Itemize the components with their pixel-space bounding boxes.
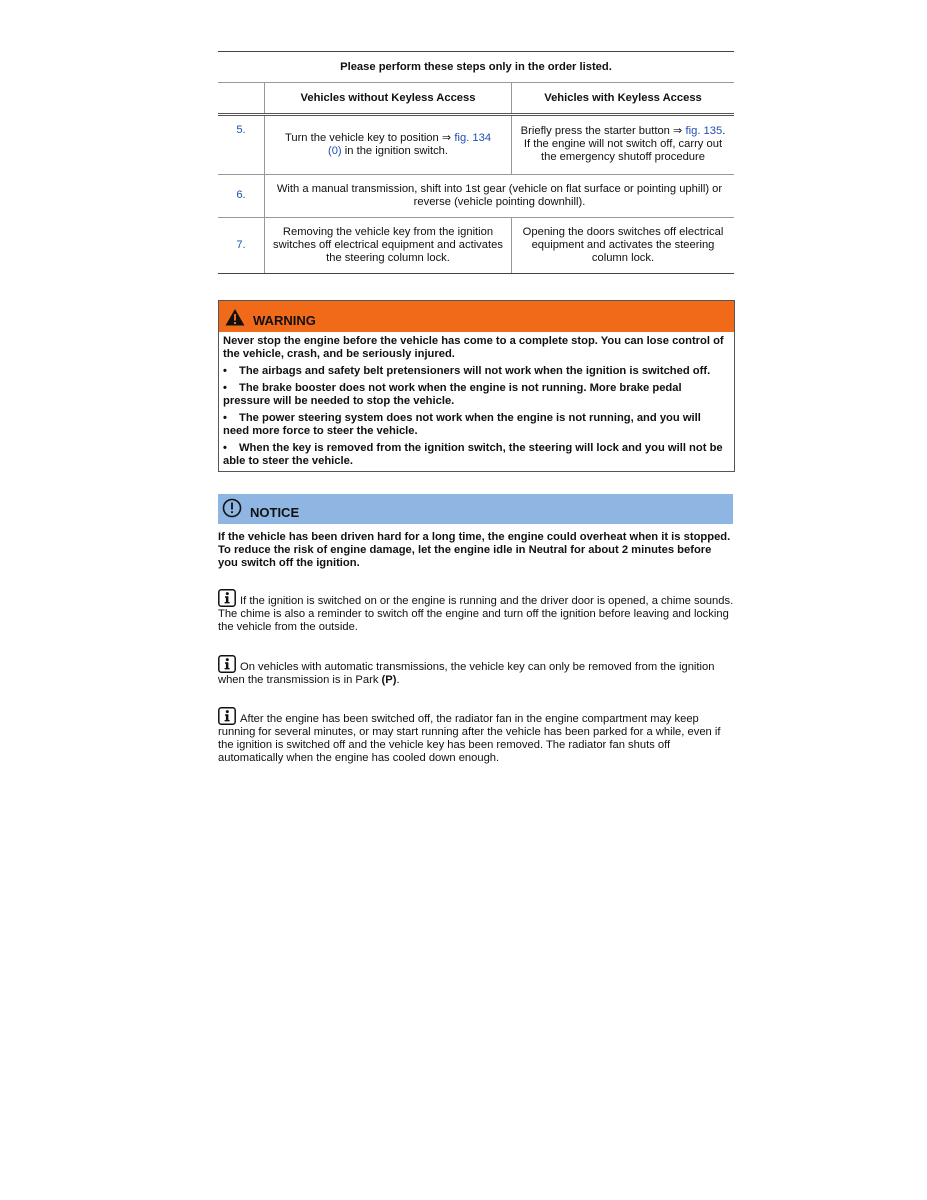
warning-bullet [223,365,730,378]
position-0-link[interactable]: (0) [327,144,342,157]
step-6-combined: With a manual transmission, shift into 1st gear (vehicle on flat surface or pointing uphill) or reverse (vehicle pointing downhill). [265,174,735,217]
note-text: After the engine has been switched off, the radiator fan in the engine compartment may keep running for several minutes, or may start running after the vehicle has been parked for a while, even if the ignition is switched off and the vehicle key has been removed. The radiator fan shuts off automatically when the engine has cooled down enough. [218,713,721,764]
step-7-with-keyless: Opening the doors switches off electrical equipment and activates the steering column lock. [512,217,735,273]
info-i-icon [218,655,236,673]
header-with-keyless: Vehicles with Keyless Access [544,91,702,104]
notice-text: If the vehicle has been driven hard for a long time, the engine could overheat when it is stopped. To reduce the risk of engine damage, let the engine idle in Neutral for about 2 minutes before you switch off the ignition. [218,531,731,569]
park-gear-label: (P) [381,674,397,686]
info-note [218,589,734,634]
warning-header [219,301,734,332]
step-5-with-keyless [512,116,735,174]
step-text: Briefly press the starter button ⇒ [520,125,686,138]
bullet: • [223,442,227,454]
warning-bullet [223,442,730,468]
warning-box [218,300,735,472]
notice-header [218,494,733,524]
notice-exclamation-circle-icon [222,498,242,518]
table-caption: Please perform these steps only in the order listed. [218,52,734,83]
bullet-text: When the key is removed from the ignition switch, the steering will lock and you will not be able to steer the vehicle. [223,442,723,467]
header-without-keyless: Vehicles without Keyless Access [265,83,512,115]
info-note [218,707,734,765]
steps-table [218,51,734,274]
fig-134-link[interactable]: fig. 134 [454,131,492,144]
info-i-icon [218,589,236,607]
step-number: 6. [218,174,265,217]
warning-triangle-icon [225,308,245,326]
notice-label: NOTICE [250,505,300,520]
note-text: . [396,674,400,686]
bullet: • [223,365,227,377]
bullet-text: The brake booster does not work when the engine is not running. More brake pedal pressure will be needed to stop the vehicle. [223,382,682,407]
warning-bullet [223,382,730,408]
step-number: 7. [218,217,265,273]
step-text: . If the engine will not switch off, carry out the emergency shutoff procedure [523,125,726,164]
info-note [218,655,734,687]
steps-section [218,51,734,274]
step-text: Turn the vehicle key to position ⇒ [284,131,455,144]
step-number: 5. [218,116,265,174]
warning-bullet [223,412,730,438]
step-7-without-keyless: Removing the vehicle key from the ignition switches off electrical equipment and activates the steering column lock. [265,217,512,273]
warning-label: WARNING [253,313,316,328]
info-i-icon [218,707,236,725]
bullet-text: The power steering system does not work when the engine is not running, and you will need more force to steer the vehicle. [223,412,701,437]
note-text: On vehicles with automatic transmissions, the vehicle key can only be removed from the ignition when the transmission is in Park [218,661,715,686]
bullet: • [223,412,227,424]
warning-body [219,332,734,471]
note-text: If the ignition is switched on or the engine is running and the driver door is opened, a chime sounds. The chime is also a reminder to switch off the engine and turn off the ignition before leaving and locking the vehicle from the outside. [218,595,734,633]
bullet: • [223,382,227,394]
step-5-without-keyless [265,116,512,174]
header-number-column [218,83,265,115]
fig-135-link[interactable]: fig. 135 [685,125,723,138]
bullet-text: The airbags and safety belt pretensioners will not work when the ignition is switched off. [239,365,711,377]
warning-intro: Never stop the engine before the vehicle has come to a complete stop. You can lose control of the vehicle, crash, and be seriously injured. [223,335,724,360]
step-text: in the ignition switch. [341,144,449,157]
